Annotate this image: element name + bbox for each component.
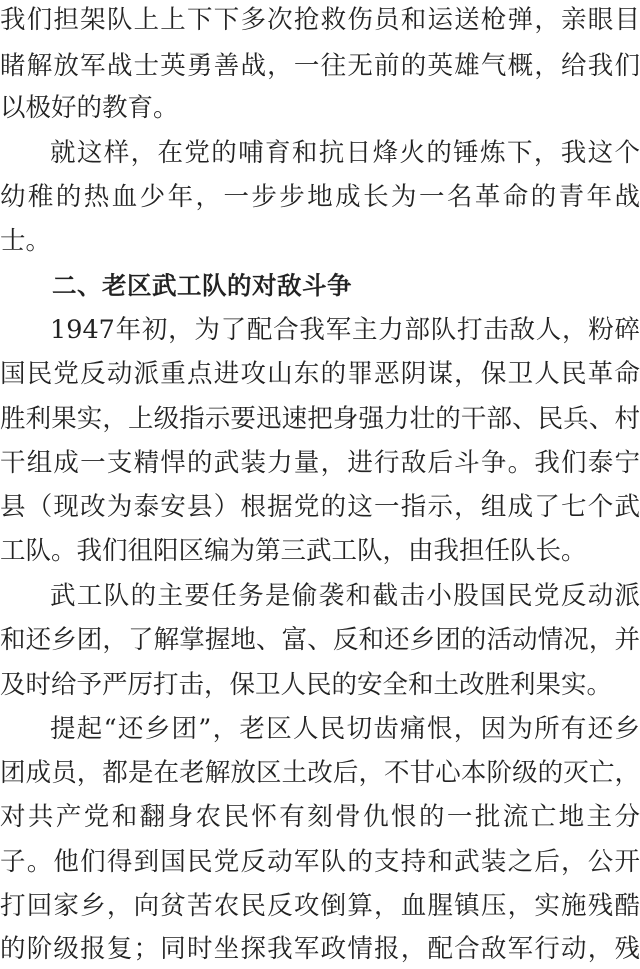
paragraph-line-8: 1947年初，为了配合我军主力部队打击敌人，粉碎	[50, 315, 640, 345]
paragraph-line-20: 子。他们得到国民党反动军队的支持和武装之后，公开	[0, 847, 640, 877]
paragraph-line-14: 武工队的主要任务是偷袭和截击小股国民党反动派	[50, 581, 640, 611]
paragraph-line-10: 胜利果实，上级指示要迅速把身强力壮的干部、民兵、村	[0, 404, 640, 434]
paragraph-line-3: 以极好的教育。	[0, 93, 179, 123]
paragraph-line-1: 我们担架队上上下下多次抢救伤员和运送枪弹，亲眼目	[0, 5, 640, 35]
paragraph-line-9: 国民党反动派重点进攻山东的罪恶阴谋，保卫人民革命	[0, 359, 640, 389]
paragraph-line-5: 幼稚的热血少年，一步步地成长为一名革命的青年战	[0, 182, 640, 212]
paragraph-line-11: 干组成一支精悍的武装力量，进行敌后斗争。我们泰宁	[0, 448, 640, 478]
paragraph-line-2: 睹解放军战士英勇善战，一往无前的英雄气概，给我们	[0, 51, 640, 81]
paragraph-line-13: 工队。我们徂阳区编为第三武工队，由我担任队长。	[0, 536, 587, 566]
paragraph-line-21: 打回家乡，向贫苦农民反攻倒算，血腥镇压，实施残酷	[0, 891, 640, 921]
paragraph-line-18: 团成员，都是在老解放区土改后，不甘心本阶级的灭亡，	[0, 758, 640, 788]
paragraph-line-12: 县（现改为泰安县）根据党的这一指示，组成了七个武	[0, 492, 640, 522]
section-heading: 二、老区武工队的对敌斗争	[52, 271, 352, 300]
paragraph-line-6: 士。	[0, 226, 52, 256]
paragraph-line-16: 及时给予严厉打击，保卫人民的安全和土改胜利果实。	[0, 670, 613, 700]
paragraph-line-4: 就这样，在党的哺育和抗日烽火的锤炼下，我这个	[50, 138, 640, 168]
paragraph-line-15: 和还乡团，了解掌握地、富、反和还乡团的活动情况，并	[0, 625, 640, 655]
paragraph-line-19: 对共产党和翻身农民怀有刻骨仇恨的一批流亡地主分	[0, 802, 640, 832]
paragraph-line-17: 提起“还乡团”，老区人民切齿痛恨，因为所有还乡	[50, 714, 640, 744]
paragraph-line-22: 的阶级报复；同时坐探我军政情报，配合敌军行动，残	[0, 934, 640, 964]
